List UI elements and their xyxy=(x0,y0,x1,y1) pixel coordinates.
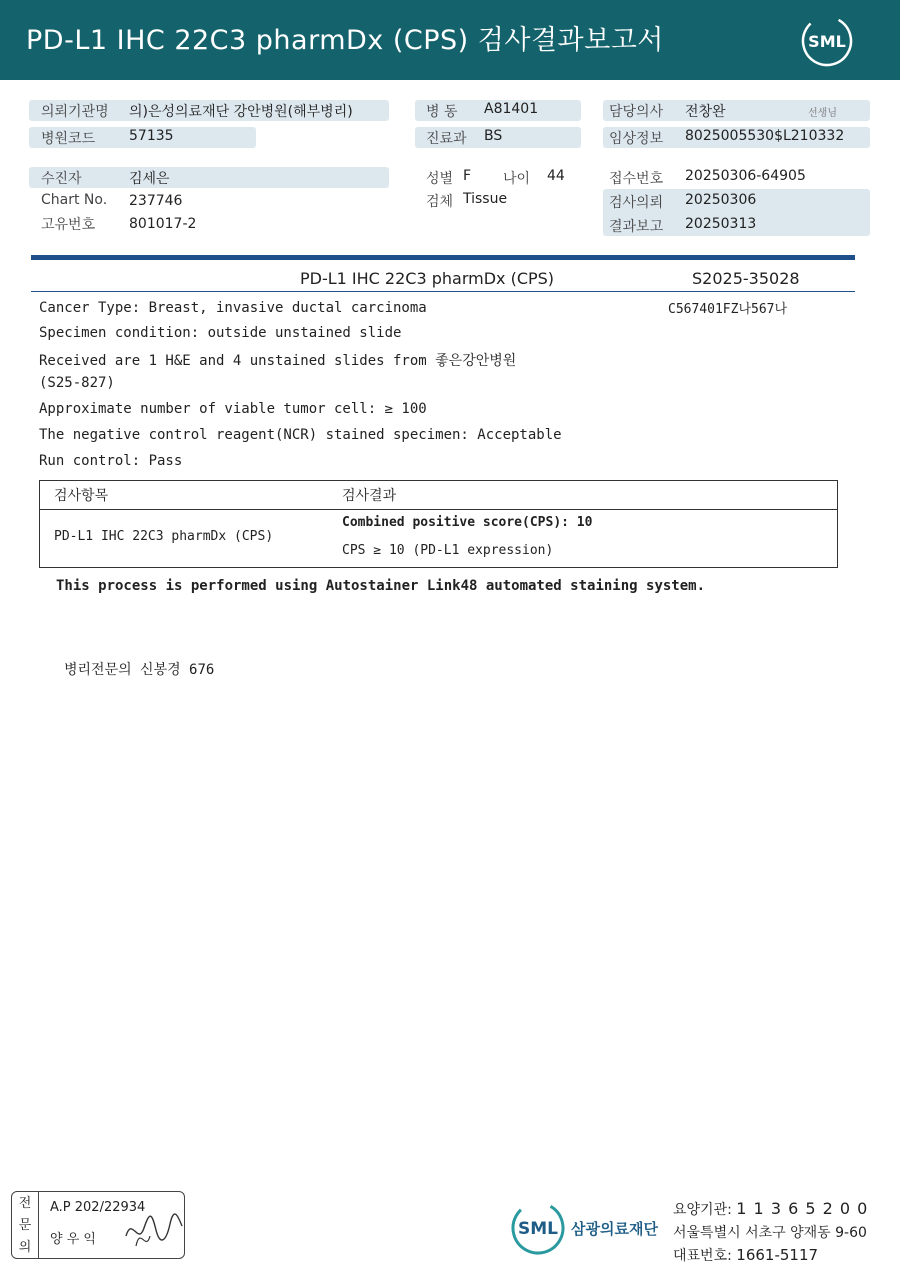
age-value: 44 xyxy=(547,168,565,184)
sml-logo-icon xyxy=(800,14,854,68)
request-label: 검사의뢰 xyxy=(609,195,664,211)
report-line-run-control: Run control: Pass xyxy=(39,453,183,469)
provider-info xyxy=(673,1199,868,1219)
result-item-cell: PD-L1 IHC 22C3 pharmDx (CPS) xyxy=(54,529,274,544)
receipt-label: 접수번호 xyxy=(609,171,664,187)
ward-value: A81401 xyxy=(484,101,539,117)
report-code: C567401FZ나567나 xyxy=(668,302,788,317)
footer-address: 서울특별시 서초구 양재동 9-60 xyxy=(673,1225,867,1241)
doctor-value: 전창완 xyxy=(685,104,726,120)
provider-value: 1 1 3 6 5 2 0 0 xyxy=(736,1199,869,1218)
hospital-code-label: 병원코드 xyxy=(41,131,96,147)
sex-value: F xyxy=(463,168,472,184)
department-value: BS xyxy=(484,128,503,144)
stamp-specialist-name: 양 우 익 xyxy=(50,1232,96,1247)
report-line-specimen: Specimen condition: outside unstained slide xyxy=(39,325,402,341)
report-line-cancer-type: Cancer Type: Breast, invasive ductal carcinoma xyxy=(39,300,427,316)
id-value: 801017-2 xyxy=(129,216,197,232)
patient-label: 수진자 xyxy=(41,171,82,187)
result-table-header xyxy=(40,481,837,510)
institution-label: 의뢰기관명 xyxy=(41,104,109,120)
doctor-suffix: 선생님 xyxy=(808,108,837,119)
report-line-ncr: The negative control reagent(NCR) stained specimen: Acceptable xyxy=(39,427,562,443)
sml-logo-text: SML xyxy=(808,32,846,51)
sml-footer-logo-text: SML xyxy=(518,1219,558,1239)
specimen-value: Tissue xyxy=(463,191,508,207)
report-date-label: 결과보고 xyxy=(609,219,664,235)
pathologist-signature: 병리전문의 신봉경 676 xyxy=(64,662,215,678)
report-line-tumor-cell: Approximate number of viable tumor cell: ≥ 100 xyxy=(39,401,427,417)
patient-value: 김세은 xyxy=(129,171,170,187)
report-date-value: 20250313 xyxy=(685,216,757,232)
report-line-received: Received are 1 H&E and 4 unstained slides from 좋은강안병원 xyxy=(39,353,517,369)
section-divider-thick xyxy=(31,255,855,260)
result-col-result-header: 검사결과 xyxy=(342,488,397,504)
specialist-stamp xyxy=(11,1191,185,1259)
report-line-case-no: (S25-827) xyxy=(39,375,115,391)
doctor-label: 담당의사 xyxy=(609,104,664,120)
stamp-license-number: A.P 202/22934 xyxy=(50,1200,146,1215)
stamp-side-char: 문 xyxy=(18,1218,32,1233)
sml-footer-logo-icon xyxy=(510,1200,566,1256)
stamp-side-char: 의 xyxy=(18,1240,32,1255)
result-cps-interpretation: CPS ≥ 10 (PD-L1 expression) xyxy=(342,543,554,558)
institution-value: 의)은성의료재단 강안병원(해부병리) xyxy=(129,104,353,120)
report-title: PD-L1 IHC 22C3 pharmDx (CPS) xyxy=(300,269,555,288)
sex-label: 성별 xyxy=(426,171,454,187)
patient-row-bg xyxy=(29,167,389,188)
clinical-label: 임상정보 xyxy=(609,131,664,147)
result-table xyxy=(39,480,838,568)
department-label: 진료과 xyxy=(426,131,467,147)
report-main-title: PD-L1 IHC 22C3 pharmDx (CPS) 검사결과보고서 xyxy=(26,25,664,56)
provider-label: 요양기관: xyxy=(673,1202,732,1218)
chart-value: 237746 xyxy=(129,193,183,209)
id-label: 고유번호 xyxy=(41,217,96,233)
receipt-value: 20250306-64905 xyxy=(685,168,806,184)
report-number: S2025-35028 xyxy=(692,269,800,288)
stamp-side-char: 전 xyxy=(18,1196,32,1211)
report-header xyxy=(0,0,900,80)
request-value: 20250306 xyxy=(685,192,757,208)
result-cps-score: Combined positive score(CPS): 10 xyxy=(342,515,593,530)
age-label: 나이 xyxy=(503,171,531,187)
ward-label: 병 동 xyxy=(426,104,458,120)
process-note: This process is performed using Autostainer Link48 automated staining system. xyxy=(56,578,706,594)
foundation-name: 삼광의료재단 xyxy=(571,1220,658,1238)
stamp-side-label xyxy=(12,1192,39,1258)
phone-value: 1661-5117 xyxy=(736,1246,819,1264)
specimen-label: 검체 xyxy=(426,194,454,210)
phone-label: 대표번호: xyxy=(673,1248,732,1264)
chart-label: Chart No. xyxy=(41,192,108,208)
result-col-item-header: 검사항목 xyxy=(54,488,109,504)
section-divider-thin xyxy=(31,291,855,292)
handwritten-signature xyxy=(122,1206,184,1254)
clinical-value: 8025005530$L210332 xyxy=(685,128,845,144)
hospital-code-value: 57135 xyxy=(129,128,174,144)
phone-info xyxy=(673,1245,818,1265)
